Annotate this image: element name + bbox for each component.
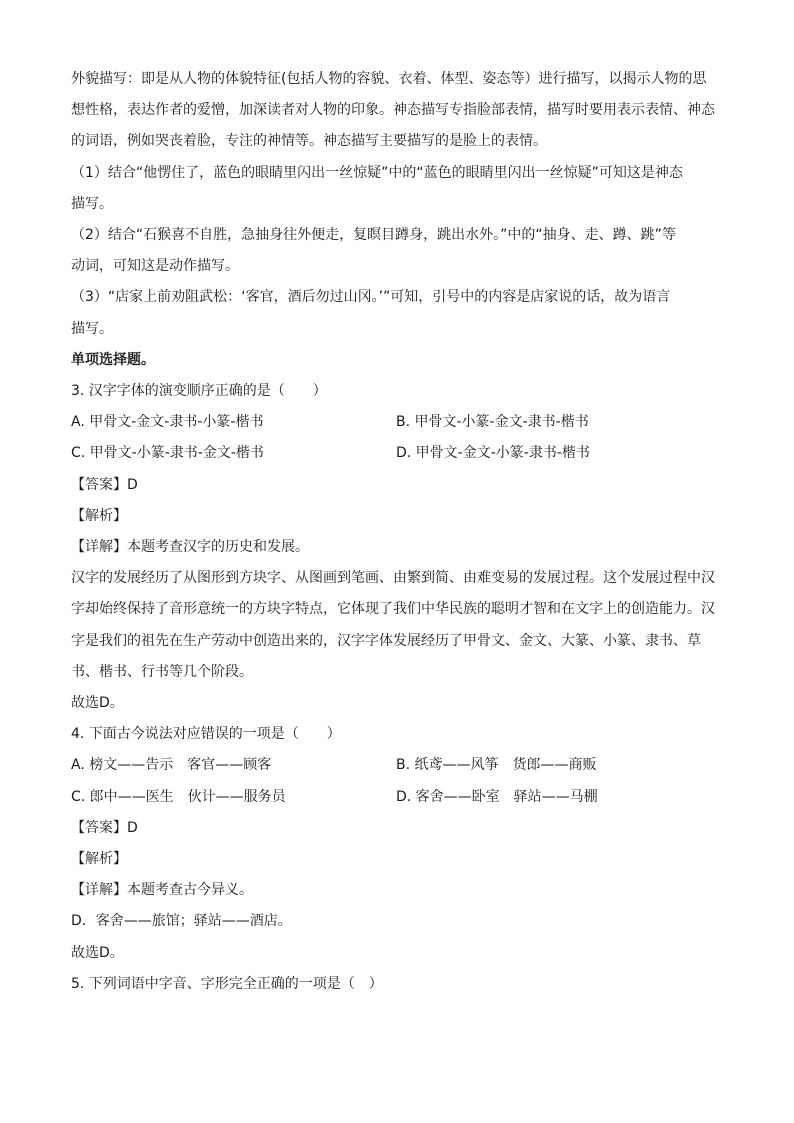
analysis-1-line-2: 描写。 (71, 195, 113, 212)
q4-body-line-1: D．客舍——旅馆；驿站——酒店。 (71, 913, 292, 930)
q3-options-row-1 (71, 407, 723, 438)
q3-body-line-3: 字是我们的祖先在生产劳动中创造出来的，汉字字体发展经历了甲骨文、金文、大篆、小篆、隶书、草 (71, 632, 701, 649)
q4-analysis-label: 【解析】 (71, 851, 127, 868)
section-title: 单项选择题。 (71, 351, 155, 368)
q3-option-a: A. 甲骨文-金文-隶书-小篆-楷书 (71, 414, 264, 431)
analysis-1-line-1: （1）结合“他愣住了，蓝色的眼睛里闪出一丝惊疑”中的“蓝色的眼睛里闪出一丝惊疑”可知这是神态 (71, 164, 683, 181)
document-page (71, 64, 723, 1000)
analysis-3-line-2: 描写。 (71, 320, 113, 337)
q4-option-d: D. 客舍——卧室 驿站——马棚 (396, 788, 598, 805)
q3-conclusion: 故选D。 (71, 695, 124, 712)
intro-line-1: 外貌描写：即是从人物的体貌特征(包括人物的容貌、衣着、体型、姿态等）进行描写，以揭示人物的思 (71, 71, 707, 87)
q4-answer: 【答案】D (71, 819, 138, 836)
q4-options-row-1 (71, 750, 723, 781)
q5-stem: 5. 下列词语中字音、字形完全正确的一项是（ ） (71, 975, 383, 992)
q4-detail: 【详解】本题考查古今异义。 (71, 882, 253, 899)
q4-option-b: B. 纸鸢——风筝 货郎——商贩 (396, 757, 597, 774)
q3-body-line-1: 汉字的发展经历了从图形到方块字、从图画到笔画、由繁到简、由难变易的发展过程。这个发展过程中汉 (71, 570, 715, 587)
q3-option-c: C. 甲骨文-小篆-隶书-金文-楷书 (71, 445, 264, 462)
q3-stem: 3. 汉字字体的演变顺序正确的是（ ） (71, 383, 327, 400)
q3-analysis-label: 【解析】 (71, 507, 127, 524)
q4-option-a: A. 榜文——告示 客官——顾客 (71, 757, 272, 774)
q4-option-c: C. 郎中——医生 伙计——服务员 (71, 788, 286, 805)
q4-options-row-2 (71, 782, 723, 813)
q4-stem: 4. 下面古今说法对应错误的一项是（ ） (71, 726, 341, 743)
q4-conclusion: 故选D。 (71, 944, 124, 961)
q3-body-line-2: 字却始终保持了音形意统一的方块字特点，它体现了我们中华民族的聪明才智和在文字上的创造能力。汉 (71, 601, 715, 618)
q3-option-d: D. 甲骨文-金文-小篆-隶书-楷书 (396, 445, 590, 462)
analysis-2-line-1: （2）结合“石猴喜不自胜，急抽身往外便走，复瞑目蹲身，跳出水外。”中的“抽身、走、蹲、跳”等 (71, 227, 676, 244)
q3-option-b: B. 甲骨文-小篆-金文-隶书-楷书 (396, 414, 589, 431)
analysis-3-line-1: （3）“店家上前劝阻武松：‘客官，酒后勿过山冈。’”可知，引号中的内容是店家说的话，故为语言 (71, 289, 671, 306)
q3-body-line-4: 书、楷书、行书等几个阶段。 (71, 663, 253, 680)
q3-detail: 【详解】本题考查汉字的历史和发展。 (71, 539, 309, 556)
q3-answer: 【答案】D (71, 476, 138, 493)
intro-line-2: 想性格，表达作者的爱憎，加深读者对人物的印象。神态描写专指脸部表情，描写时要用表示表情、神态 (71, 102, 715, 119)
q3-options-row-2 (71, 438, 723, 469)
intro-line-3: 的词语，例如哭丧着脸，专注的神情等。神态描写主要描写的是脸上的表情。 (71, 133, 547, 150)
analysis-2-line-2: 动词，可知这是动作描写。 (71, 258, 239, 275)
